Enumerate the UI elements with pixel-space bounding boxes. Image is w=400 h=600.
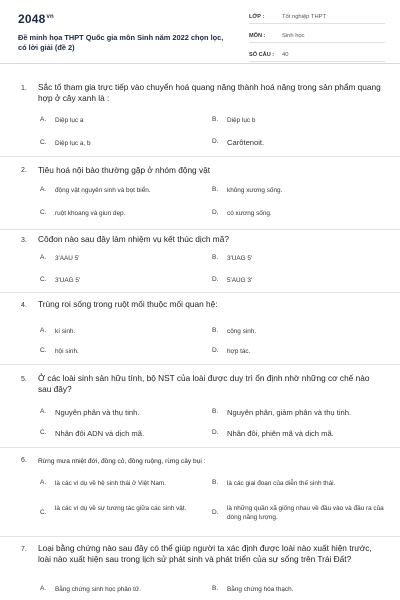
question-number: 4. (21, 302, 27, 309)
option-letter: B. (212, 585, 219, 592)
option-letter: C. (40, 276, 47, 283)
option-letter: A. (40, 408, 47, 415)
option-text: Diệp lục a, b (55, 140, 91, 147)
option-letter: D. (212, 509, 219, 516)
option-letter: B. (212, 116, 219, 123)
option-letter: D. (212, 347, 219, 354)
question-2 (0, 157, 400, 230)
option-text: Nguyên phân và thụ tinh. (55, 408, 140, 417)
question-text: Rừng mưa nhiệt đới, đồng cỏ, đồng ruộng, rừng cây bụi : (38, 458, 206, 465)
option-letter: D. (212, 138, 219, 145)
question-5 (0, 365, 400, 448)
option-text: không xương sống. (227, 187, 283, 194)
question-number: 2. (21, 167, 27, 174)
option-a[interactable] (40, 408, 200, 417)
option-letter: B. (212, 254, 219, 261)
option-b[interactable] (212, 186, 384, 195)
meta-row-subject (249, 29, 385, 43)
option-a[interactable] (40, 327, 200, 336)
option-text: hội sinh. (55, 348, 79, 355)
meta-label: LỚP : (249, 13, 265, 20)
option-text: 5'AUG 3' (227, 277, 253, 284)
option-a[interactable] (40, 254, 200, 263)
meta-row-class (249, 10, 385, 24)
option-text: là các ví dụ về sự tương tác giữa các sinh vật. (55, 505, 187, 512)
meta-value: Sinh học (282, 32, 305, 39)
option-d[interactable] (212, 138, 384, 147)
option-text: là những quần xã giống nhau về đầu vào và đầu ra của dòng năng lượng. (227, 505, 384, 521)
meta-row-count (249, 48, 385, 62)
question-number: 5. (21, 376, 27, 383)
question-1 (0, 64, 400, 157)
option-a[interactable] (40, 585, 200, 594)
option-text: ruột khoang và giun dẹp. (55, 210, 126, 217)
option-c[interactable] (40, 139, 200, 148)
exam-header (0, 0, 400, 64)
option-text: 3'AAU 5' (55, 255, 80, 262)
option-b[interactable] (212, 327, 384, 336)
option-letter: C. (40, 429, 47, 436)
exam-title: Đề minh họa THPT Quốc gia môn Sinh năm 2022 chọn lọc, có lời giải (đề 2) (18, 33, 224, 52)
option-letter: A. (40, 254, 47, 261)
option-a[interactable] (40, 116, 200, 125)
option-text: Diệp lục b (227, 117, 256, 124)
option-text: Bằng chứng hóa thạch. (227, 586, 294, 593)
meta-label: MÔN : (249, 32, 266, 39)
option-d[interactable] (212, 429, 384, 438)
question-text: Ở các loài sinh sản hữu tính, bộ NST của loài được duy trì ổn định nhờ những cơ chế nào sau đây? (38, 373, 370, 394)
question-text: Trùng roi sống trong ruột mối thuộc mối quan hệ: (38, 299, 218, 309)
option-text: Nhân đôi, phiên mã và dịch mã. (227, 429, 334, 438)
option-text: kí sinh. (55, 328, 76, 335)
option-b[interactable] (212, 408, 384, 417)
option-text: hợp tác. (227, 348, 251, 355)
option-c[interactable] (40, 429, 200, 438)
option-letter: B. (212, 327, 219, 334)
option-text: động vật nguyên sinh và bọt biển. (55, 187, 151, 194)
option-letter: C. (40, 509, 47, 516)
question-text: Sắc tố tham gia trực tiếp vào chuyển hoá quang năng thành hoá năng trong sản phẩm quang hợp ở cây xanh là : (38, 82, 381, 103)
option-letter: B. (212, 186, 219, 193)
option-c[interactable] (40, 209, 200, 218)
option-a[interactable] (40, 479, 200, 488)
option-text: Carôtenoit. (227, 138, 265, 147)
option-text: 3'UAG 5' (55, 277, 81, 284)
question-number: 7. (21, 546, 27, 553)
question-text: Tiêu hoá nội bào thường gặp ở nhóm động vật (38, 165, 211, 175)
question-text: Loại bằng chứng nào sau đây có thể giúp người ta xác định được loài nào xuất hiện trước, loài nào xuất hiện sau trong lịch sử phát sinh và phát triển của sự sống trên Trái Đất? (38, 543, 372, 564)
question-number: 1. (21, 85, 27, 92)
meta-value: Tốt nghiệp THPT (282, 13, 327, 20)
option-c[interactable] (40, 504, 200, 516)
option-letter: A. (40, 327, 47, 334)
exam-meta (249, 10, 385, 62)
option-text: 3'UAG 5' (227, 255, 253, 262)
logo-text: 2048 (18, 12, 46, 26)
option-d[interactable] (212, 276, 384, 285)
question-number: 3. (21, 237, 27, 244)
option-letter: C. (40, 347, 47, 354)
option-letter: A. (40, 116, 47, 123)
question-text: Côđon nào sau đây làm nhiệm vụ kết thúc dịch mã? (38, 234, 229, 244)
question-number: 6. (21, 457, 27, 464)
meta-value: 40 (282, 51, 289, 58)
option-letter: C. (40, 139, 47, 146)
option-text: là các ví dụ về hệ sinh thái ở Việt Nam. (55, 480, 166, 487)
question-6 (0, 448, 400, 537)
option-text: Bằng chứng sinh học phân tử. (55, 586, 142, 593)
option-letter: A. (40, 585, 47, 592)
option-b[interactable] (212, 479, 384, 488)
option-d[interactable] (212, 504, 384, 522)
option-b[interactable] (212, 254, 384, 263)
option-text: Nguyên phân, giảm phân và thụ tinh. (227, 408, 352, 417)
option-d[interactable] (212, 209, 384, 218)
option-letter: B. (212, 479, 219, 486)
option-text: Diệp lục a (55, 117, 84, 124)
option-text: Nhân đôi ADN và dịch mã. (55, 429, 145, 438)
option-d[interactable] (212, 347, 384, 356)
option-c[interactable] (40, 347, 200, 356)
meta-label: SỐ CÂU : (249, 51, 275, 58)
question-4 (0, 293, 400, 365)
option-a[interactable] (40, 186, 200, 195)
option-letter: D. (212, 429, 219, 436)
option-b[interactable] (212, 585, 384, 594)
option-letter: A. (40, 186, 47, 193)
option-text: cộng sinh. (227, 328, 257, 335)
option-letter: B. (212, 408, 219, 415)
question-3 (0, 230, 400, 293)
option-c[interactable] (40, 276, 200, 285)
option-letter: A. (40, 479, 47, 486)
option-letter: D. (212, 209, 219, 216)
option-b[interactable] (212, 116, 384, 125)
option-text: có xương sống. (227, 210, 272, 217)
option-letter: D. (212, 276, 219, 283)
option-text: là các giai đoạn của diễn thế sinh thái. (227, 480, 336, 487)
logo-suffix: vn (46, 14, 54, 20)
question-7 (0, 537, 400, 600)
site-logo[interactable] (18, 12, 54, 26)
option-letter: C. (40, 209, 47, 216)
